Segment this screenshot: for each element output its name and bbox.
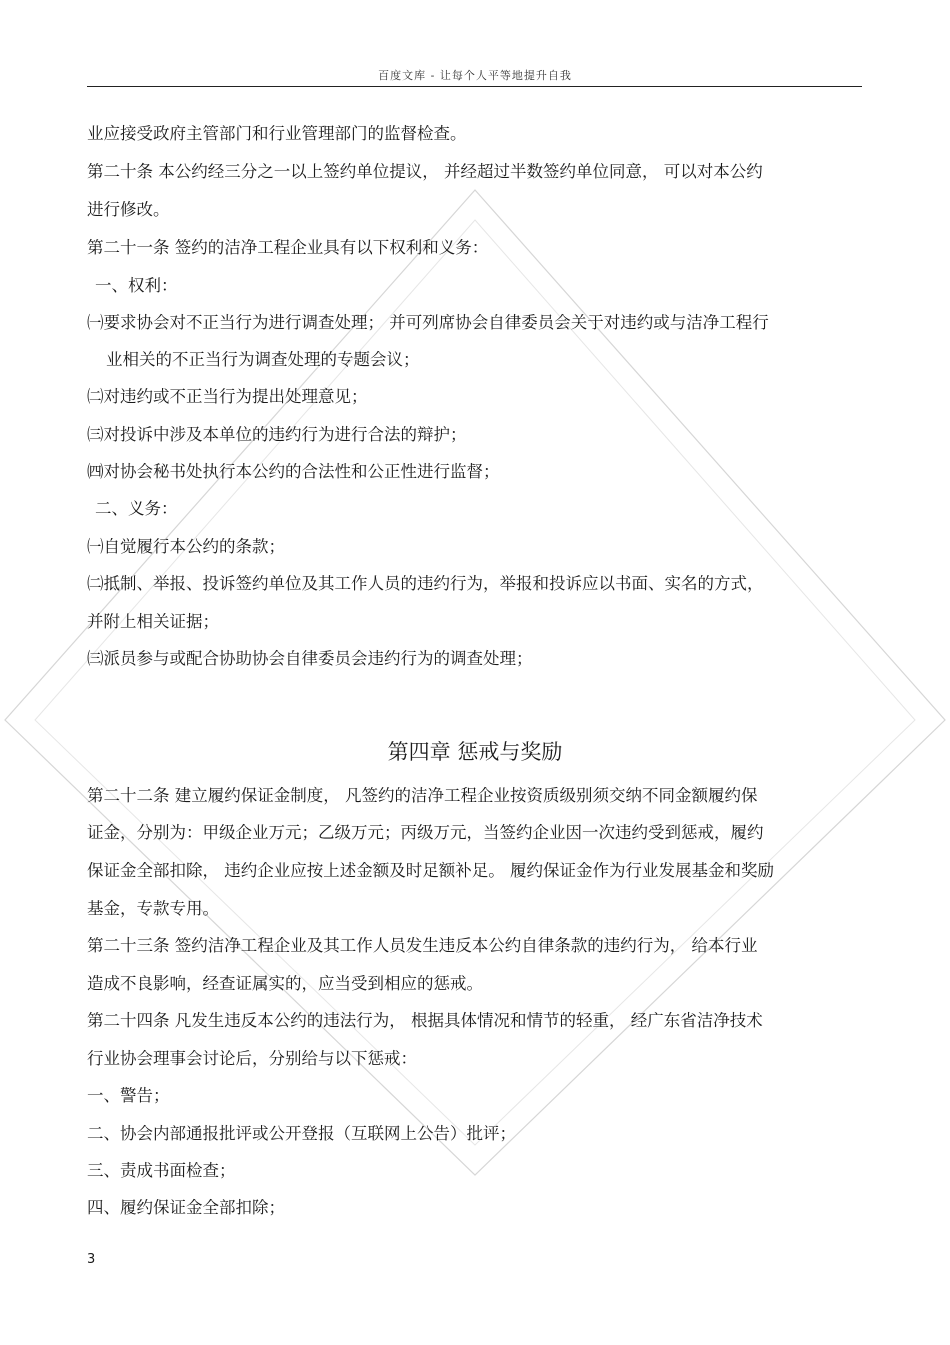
text-line: 第二十条 本公约经三分之一以上签约单位提议， 并经超过半数签约单位同意， 可以对本公约 — [87, 162, 763, 181]
text-line: ㈢派员参与或配合协助协会自律委员会违约行为的调查处理； — [87, 649, 533, 668]
text-line: 第二十三条 签约洁净工程企业及其工作人员发生违反本公约自律条款的违约行为， 给本行业 — [87, 936, 758, 955]
text-line: 证金，分别为：甲级企业万元；乙级万元；丙级万元，当签约企业因一次违约受到惩戒，履约 — [87, 823, 764, 842]
text-line: 一、警告； — [87, 1086, 170, 1105]
text-line: 进行修改。 — [87, 200, 170, 219]
text-line: 二、协会内部通报批评或公开登报（互联网上公告）批评； — [87, 1124, 516, 1143]
text-line: 业相关的不正当行为调查处理的专题会议； — [106, 350, 420, 369]
header-divider — [87, 86, 862, 87]
text-line: 行业协会理事会讨论后，分别给与以下惩戒： — [87, 1049, 417, 1068]
text-line: 二、义务： — [95, 499, 178, 518]
text-line: 一、权利： — [95, 276, 178, 295]
page-header: 百度文库 - 让每个人平等地提升自我 — [378, 69, 572, 82]
text-line: 并附上相关证据； — [87, 612, 219, 631]
text-line: ㈣对协会秘书处执行本公约的合法性和公正性进行监督； — [87, 462, 500, 481]
text-line: ㈢对投诉中涉及本单位的违约行为进行合法的辩护； — [87, 425, 467, 444]
text-line: 业应接受政府主管部门和行业管理部门的监督检查。 — [87, 124, 467, 143]
text-line: ㈡对违约或不正当行为提出处理意见； — [87, 387, 368, 406]
text-line: 第二十二条 建立履约保证金制度， 凡签约的洁净工程企业按资质级别须交纳不同金额履约保 — [87, 786, 758, 805]
text-line: ㈡抵制、举报、投诉签约单位及其工作人员的违约行为，举报和投诉应以书面、实名的方式， — [87, 574, 764, 593]
text-line: 保证金全部扣除， 违约企业应按上述金额及时足额补足。 履约保证金作为行业发展基金和奖励 — [87, 861, 774, 880]
text-line: 基金，专款专用。 — [87, 899, 219, 918]
text-line: ㈠自觉履行本公约的条款； — [87, 537, 285, 556]
page-number: 3 — [87, 1252, 96, 1267]
chapter-title: 第四章 惩戒与奖励 — [387, 740, 563, 764]
text-line: 第二十一条 签约的洁净工程企业具有以下权利和义务： — [87, 238, 489, 257]
text-line: 造成不良影响，经查证属实的，应当受到相应的惩戒。 — [87, 974, 483, 993]
text-line: ㈠要求协会对不正当行为进行调查处理； 并可列席协会自律委员会关于对违约或与洁净工程行 — [87, 313, 769, 332]
text-line: 四、履约保证金全部扣除； — [87, 1198, 285, 1217]
text-line: 三、责成书面检查； — [87, 1161, 236, 1180]
text-line: 第二十四条 凡发生违反本公约的违法行为， 根据具体情况和情节的轻重， 经广东省洁净技术 — [87, 1011, 763, 1030]
